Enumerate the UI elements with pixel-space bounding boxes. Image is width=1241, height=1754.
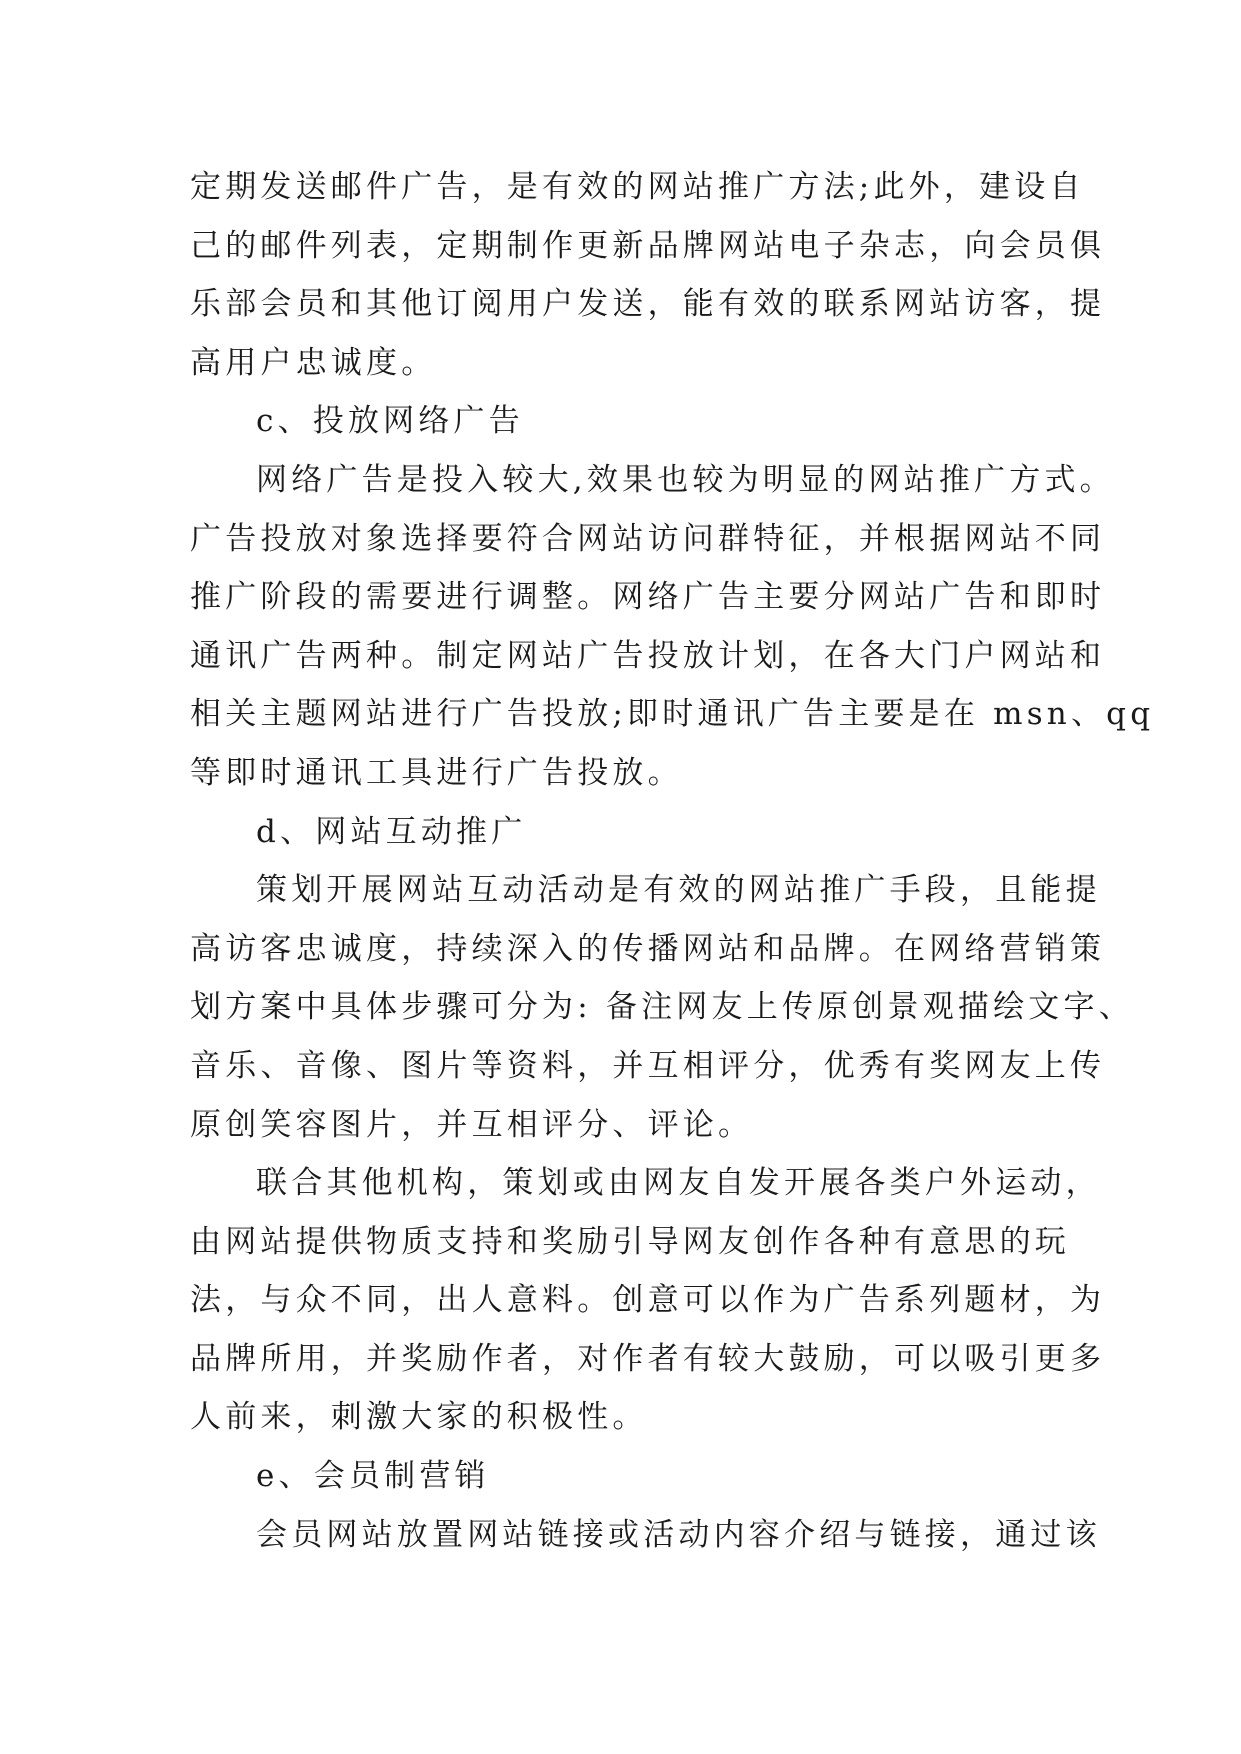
- text-line: 法，与众不同，出人意料。创意可以作为广告系列题材，为: [190, 1282, 1106, 1319]
- text-line: 由网站提供物质支持和奖励引导网友创作各种有意思的玩: [190, 1223, 1070, 1260]
- text-line: 等即时通讯工具进行广告投放。: [190, 754, 683, 791]
- text-line: 策划开展网站互动活动是有效的网站推广手段，且能提: [256, 872, 1101, 909]
- text-line: 乐部会员和其他订阅用户发送，能有效的联系网站访客，提: [190, 286, 1106, 323]
- text-line: 会员网站放置网站链接或活动内容介绍与链接，通过该: [256, 1516, 1101, 1553]
- text-line: 音乐、音像、图片等资料，并互相评分，优秀有奖网友上传: [190, 1047, 1106, 1084]
- text-line: 高访客忠诚度，持续深入的传播网站和品牌。在网络营销策: [190, 930, 1106, 967]
- section-heading-d: d、网站互动推广: [256, 813, 527, 850]
- text-line: 通讯广告两种。制定网站广告投放计划，在各大门户网站和: [190, 637, 1106, 674]
- text-line: 高用户忠诚度。: [190, 344, 437, 381]
- text-line: 己的邮件列表，定期制作更新品牌网站电子杂志，向会员俱: [190, 227, 1106, 264]
- text-line: 广告投放对象选择要符合网站访问群特征，并根据网站不同: [190, 520, 1106, 557]
- text-line: 推广阶段的需要进行调整。网络广告主要分网站广告和即时: [190, 579, 1106, 616]
- section-heading-c: c、投放网络广告: [256, 403, 524, 440]
- text-line: 原创笑容图片，并互相评分、评论。: [190, 1106, 754, 1143]
- text-line: 定期发送邮件广告，是有效的网站推广方法;此外，建设自: [190, 169, 1085, 205]
- text-line: 品牌所用，并奖励作者，对作者有较大鼓励，可以吸引更多: [190, 1340, 1106, 1377]
- section-heading-e: e、会员制营销: [256, 1458, 490, 1495]
- document-body: [190, 158, 1155, 1564]
- text-line: 人前来，刺激大家的积极性。: [190, 1399, 648, 1436]
- text-line: 相关主题网站进行广告投放;即时通讯广告主要是在 msn、qq: [190, 696, 1155, 733]
- text-line: 网络广告是投入较大,效果也较为明显的网站推广方式。: [256, 461, 1115, 498]
- text-line: 联合其他机构，策划或由网友自发开展各类户外运动，: [256, 1165, 1101, 1202]
- text-line: 划方案中具体步骤可分为: 备注网友上传原创景观描绘文字、: [190, 989, 1134, 1026]
